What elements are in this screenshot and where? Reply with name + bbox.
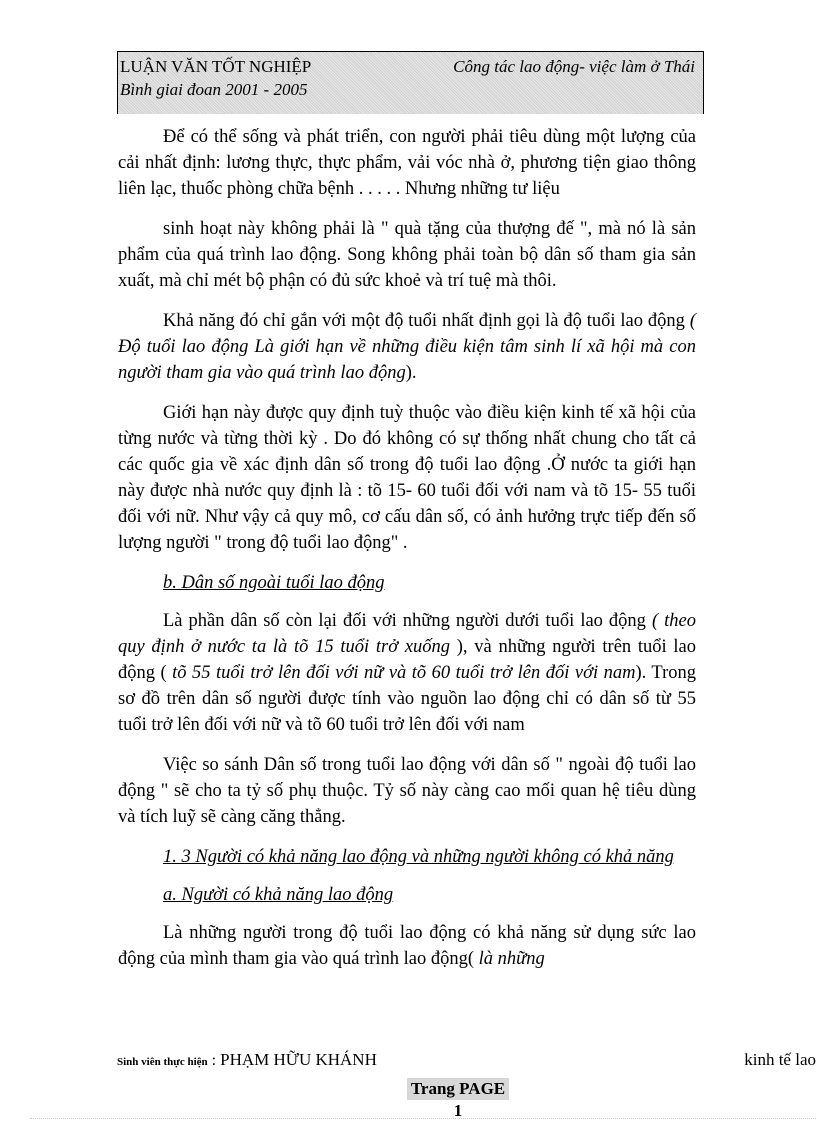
thesis-period: Bình giai đoan 2001 - 2005 (120, 80, 308, 99)
footer-department: kinh tế lao (744, 1050, 816, 1069)
paragraph-3-end: ). (405, 363, 417, 383)
paragraph-4: Giới hạn này được quy định tuỳ thuộc vào điều kiện kinh tế xã hội của từng nước và từng thời kỳ . Do đó không có sự thống nhất chung cho tất cả các quốc gia về xác định dân số trong độ tuổi lao động .Ở nước ta giới hạn này được nhà nước quy định là : tõ 15- 60 tuổi đối với nam và tõ 15- 55 tuổi đối với nữ. Như vậy cả quy mô, cơ cấu dân số, có ảnh hưởng trực tiếp đến số lượng người " trong độ tuổi lao động" . (118, 403, 696, 553)
paragraph-5-text: Là phần dân số còn lại đối với những người dưới tuổi lao động (163, 611, 652, 631)
thesis-topic: Công tác lao động- việc làm ở Thái (453, 57, 695, 76)
bottom-divider (30, 1118, 816, 1119)
thesis-title: LUẬN VĂN TỐT NGHIỆP (120, 57, 312, 76)
paragraph-2: sinh hoạt này không phải là " quà tặng của thượng đế ", mà nó là sản phẩm của quá trình lao động. Song không phải toàn bộ dân số tham gia sản xuất, mà chỉ mét bộ phận có đủ sức khoẻ và trí tuệ mà thôi. (118, 219, 696, 291)
paragraph-6: Việc so sánh Dân số trong tuổi lao động với dân số " ngoài độ tuổi lao động " sẽ cho ta tỷ số phụ thuộc. Tỷ số này càng cao mối quan hệ tiêu dùng và tích luỹ sẽ càng căng thẳng. (118, 755, 696, 827)
page-header (117, 51, 704, 114)
paragraph-3 (118, 308, 696, 386)
student-name: PHẠM HỮU KHÁNH (220, 1050, 377, 1069)
footer-label: Sinh viên thực hiện (117, 1056, 208, 1068)
paragraph-5-end: ). Trong sơ đồ trên dân số người được tính vào nguồn lao động chỉ có dân số từ 55 tuổi trở lên đối với nữ và tõ 60 tuổi trở lên đối với nam (118, 663, 696, 735)
paragraph-5 (118, 608, 696, 738)
section-heading-a: a. Người có khả năng lao động (163, 885, 394, 905)
section-heading-b: b. Dân số ngoài tuổi lao động (163, 573, 385, 593)
footer-separator: : (207, 1052, 221, 1069)
paragraph-5-note-2: tõ 55 tuổi trở lên đối với nữ và tõ 60 tuổi trở lên đối với nam (172, 663, 636, 683)
paragraph-1: Để có thể sống và phát triển, con người phải tiêu dùng một lượng của cải nhất định: lương thực, thực phẩm, vải vóc nhà ở, phương tiện giao thông liên lạc, thuốc phòng chữa bệnh . . . . . Nhưng những tư liệu (118, 127, 696, 199)
paragraph-7-note: là những (478, 949, 545, 969)
paragraph-5-mid: ), và những người trên tuổi lao động ( (118, 637, 696, 683)
paragraph-7 (118, 920, 696, 972)
document-body (118, 124, 696, 986)
paragraph-3-text: Khả năng đó chỉ gắn với một độ tuổi nhất định gọi là độ tuổi lao động (163, 311, 690, 331)
page-footer (117, 1050, 377, 1070)
paragraph-7-text: Là những người trong độ tuổi lao động có khả năng sử dụng sức lao động của mình tham gia vào quá trình lao động( (118, 923, 696, 969)
section-heading-1-3: 1. 3 Người có khả năng lao động và những người không có khả năng (163, 847, 674, 867)
paragraph-5-note-1: ( theo quy định ở nước ta là tõ 15 tuổi trở xuống (118, 611, 696, 657)
page-number: Trang PAGE 1 (407, 1078, 509, 1100)
paragraph-3-definition: ( Độ tuổi lao động Là giới hạn về những điều kiện tâm sinh lí xã hội mà con người tham gia vào quá trình lao động (118, 311, 696, 383)
